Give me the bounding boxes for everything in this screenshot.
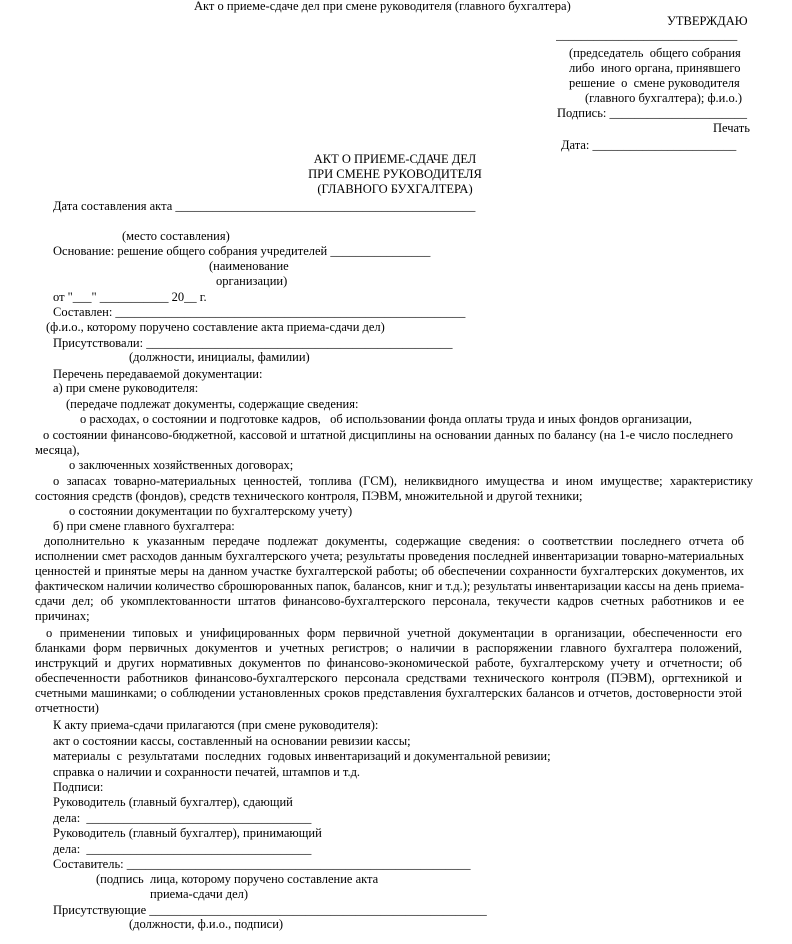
from-date-field: от "___" ___________ 20__ г. [53, 290, 207, 304]
present-signatures-note: (должности, ф.и.о., подписи) [129, 917, 284, 931]
docs-a-item-2: о состоянии финансово-бюджетной, кассовой и штатной дисциплины на основании данных по балансу (на 1-е число последнего месяца), [35, 428, 733, 457]
approve-label: УТВЕРЖДАЮ [667, 14, 748, 28]
composer-note-2: приема-сдачи дел) [150, 887, 249, 901]
basis-field: Основание: решение общего собрания учредителей ________________ [53, 244, 431, 258]
docs-heading: Перечень передаваемой документации: [53, 367, 263, 381]
attachment-item-1: акт о состоянии кассы, составленный на основании ревизии кассы; [53, 734, 411, 748]
date-field: Дата: _______________________ [561, 138, 737, 152]
attachments-heading: К акту приема-сдачи прилагаются (при смене руководителя): [53, 718, 379, 732]
document-title-line-2: ПРИ СМЕНЕ РУКОВОДИТЕЛЯ [308, 167, 482, 181]
place-note: (место составления) [122, 229, 230, 243]
attachment-item-2: материалы с результатами последних годовых инвентаризаций и документальной ревизии; [53, 749, 551, 763]
docs-b-item-1: дополнительно к указанным передаче подлежат документы, содержащие сведения: о соответствии последнего отчета об исполнении смет расходов данным бухгалтерского учета; результаты проведения последней инвентаризации товарно-материальных ценностей и принятые меры на данном участке бухгалтерской работы; об обеспечении сохранности бухгалтерских документов, их фактическом наличии количество сброшюрованных папок, балансов, книг и т.д.); результаты инвентаризации кассы на день приема-сдачи дел; об укомплектованности штатов финансово-бухгалтерского персонала, текучести кадров счетных работников и ее причинах; [35, 534, 744, 623]
composed-note: (ф.и.о., которому поручено составление акта приема-сдачи дел) [46, 320, 385, 334]
document-title-line-3: (ГЛАВНОГО БУХГАЛТЕРА) [317, 182, 473, 196]
composed-field: Составлен: ________________________________________________________ [53, 305, 466, 319]
receiving-label: Руководитель (главный бухгалтер), принимающий [53, 826, 322, 840]
docs-a-item-3: о заключенных хозяйственных договорах; [69, 458, 294, 472]
docs-b-item-2: о применении типовых и унифицированных форм первичной учетной документации в организации, обеспеченности его бланками форм первичных документов и учетных регистров; о наличии в распоряжении главного бухгалтера положений, инструкций и других нормативных документов по финансово-экономической работе, бухгалтерскому учету и отчетности; об обеспеченности работников финансово-бухгалтерского персонала средствами технического контроля (ПЭВМ), оргтехникой и счетными машинками; о соблюдении установленных сроков представления бухгалтерских балансов и отчетов, достоверности этой отчетности) [35, 626, 742, 715]
docs-a-intro: (передаче подлежат документы, содержащие сведения: [66, 397, 359, 411]
composer-note-1: (подпись лица, которому поручено составление акта [96, 872, 379, 886]
org-note-1: (наименование [209, 259, 289, 273]
org-note-2: организации) [216, 274, 288, 288]
present-field: Присутствовали: _________________________________________________ [53, 336, 453, 350]
present-signatures-field: Присутствующие ______________________________________________________ [53, 903, 487, 917]
composer-field: Составитель: _______________________________________________________ [53, 857, 471, 871]
docs-a-item-5: о состоянии документации по бухгалтерскому учету) [69, 504, 353, 518]
docs-a-item-4: о запасах товарно-материальных ценностей, топлива (ГСМ), неликвидного имущества и ином имуществе; характеристику состояния средств (фондов), средств технического контроля, ПЭВМ, множительной и другой техники; [35, 474, 753, 503]
document-title-line-1: АКТ О ПРИЕМЕ-СДАЧЕ ДЕЛ [313, 152, 477, 166]
attachment-item-3: справка о наличии и сохранности печатей, штампов и т.д. [53, 765, 361, 779]
approver-note-3: решение о смене руководителя [569, 76, 740, 90]
docs-a-heading: а) при смене руководителя: [53, 381, 199, 395]
docs-a-item-1: о расходах, о состоянии и подготовке кадров, об использовании фонда оплаты труда и иных фондов организации, [80, 412, 692, 426]
present-note: (должности, инициалы, фамилии) [129, 350, 310, 364]
stamp-label: Печать [713, 121, 750, 135]
handing-over-label: Руководитель (главный бухгалтер), сдающий [53, 795, 293, 809]
date-composed-field: Дата составления акта ________________________________________________ [53, 199, 476, 213]
handing-over-line: дела: ____________________________________ [53, 811, 312, 825]
signature-field: Подпись: ______________________ [557, 106, 748, 120]
page-header-title: Акт о приеме-сдаче дел при смене руководителя (главного бухгалтера) [194, 0, 571, 13]
signatures-heading: Подписи: [53, 780, 104, 794]
approver-note-2: либо иного органа, принявшего [569, 61, 741, 75]
receiving-line: дела: ____________________________________ [53, 842, 312, 856]
docs-b-heading: б) при смене главного бухгалтера: [53, 519, 235, 533]
approver-note-4: (главного бухгалтера); ф.и.о.) [585, 91, 743, 105]
document-title [245, 152, 545, 197]
approver-blank-line: _____________________________ [556, 28, 738, 42]
approver-note-1: (председатель общего собрания [569, 46, 741, 60]
